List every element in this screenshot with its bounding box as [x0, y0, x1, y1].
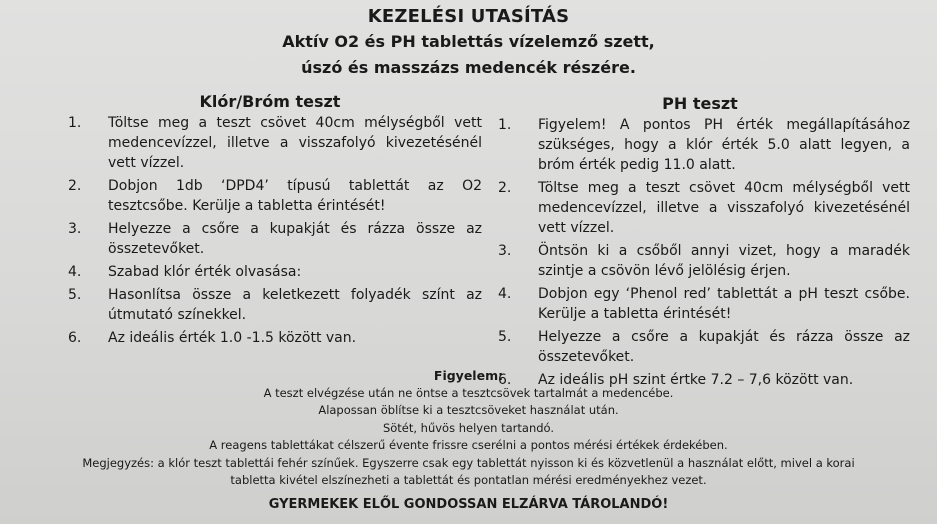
step-item	[492, 241, 910, 281]
step-number: 4.	[498, 286, 512, 302]
step-text: Az ideális pH szint értke 7.2 – 7,6 között van.	[538, 372, 854, 388]
step-number: 4.	[68, 264, 82, 280]
step-item	[62, 176, 482, 216]
step-number: 5.	[68, 287, 82, 303]
page-title: KEZELÉSI UTASÍTÁS	[367, 6, 570, 27]
step-text: Szabad klór érték olvasása:	[108, 264, 302, 280]
step-number: 1.	[498, 117, 512, 133]
note-line: Alapossan öblítse ki a tesztcsöveket használat után.	[318, 403, 619, 417]
note-line: A teszt elvégzése után ne öntse a tesztcsövek tartalmát a medencébe.	[263, 385, 674, 400]
note-line: A reagens tablettákat célszerű évente frissre cserélni a pontos mérési értékek érdekében.	[209, 438, 728, 452]
step-text: Helyezze a csőre a kupakját és rázza össze az összetevőket.	[108, 221, 482, 257]
chlorine-bromine-steps	[62, 113, 482, 351]
step-number: 5.	[498, 329, 512, 345]
step-item	[62, 113, 482, 173]
note-line: tabletta kivétel elszínezheti a tablettát és pontatlan mérési eredményekhez vezet.	[230, 473, 707, 487]
step-item	[492, 115, 910, 175]
step-item	[62, 328, 482, 348]
step-item	[492, 327, 910, 367]
note-line: Megjegyzés: a klór teszt tablettái fehér színűek. Egyszerre csak egy tablettát nyisson ki és közvetlenül a használat előtt, mivel a korai	[82, 455, 855, 470]
step-text: Az ideális érték 1.0 -1.5 között van.	[108, 330, 357, 346]
step-text: Öntsön ki a csőből annyi vizet, hogy a maradék szintje a csövön lévő jelölésig érjen.	[538, 243, 910, 279]
step-item	[62, 262, 482, 282]
step-number: 6.	[498, 372, 512, 388]
note-line: Sötét, hűvös helyen tartandó.	[382, 420, 555, 435]
step-item	[492, 284, 910, 324]
step-text: Töltse meg a teszt csövet 40cm mélységből vett medencevízzel, illetve a visszafolyó kivezetésénél vett vízzel.	[538, 180, 910, 236]
step-text: Dobjon 1db ‘DPD4’ típusú tablettát az O2 tesztcsőbe. Kerülje a tabletta érintését!	[108, 178, 482, 214]
subtitle-line-1: Aktív O2 és PH tablettás vízelemző szett,	[282, 32, 655, 51]
step-text: Töltse meg a teszt csövet 40cm mélységből vett medencevízzel, illetve a visszafolyó kivezetésénél vett vízzel.	[108, 115, 482, 171]
step-number: 3.	[68, 221, 82, 237]
step-number: 6.	[68, 330, 82, 346]
step-item	[62, 219, 482, 259]
child-safety-warning: GYERMEKEK ELŐL GONDOSSAN ELZÁRVA TÁROLANDÓ!	[268, 497, 669, 512]
step-text: Helyezze a csőre a kupakját és rázza össze az összetevőket.	[538, 329, 910, 365]
subtitle-line-2: úszó és masszázs medencék részére.	[301, 58, 636, 77]
ph-test-steps	[492, 115, 910, 393]
step-number: 2.	[498, 180, 512, 196]
step-number: 1.	[68, 115, 82, 131]
step-item	[492, 178, 910, 238]
note-heading: Figyelem:	[433, 368, 504, 383]
step-text: Figyelem! A pontos PH érték megállapításához szükséges, hogy a klór érték 5.0 alatt legyen, a bróm érték pedig 11.0 alatt.	[538, 117, 910, 173]
ph-test-heading: PH teszt	[662, 94, 738, 113]
warning-note	[0, 367, 937, 490]
step-text: Hasonlítsa össze a keletkezett folyadék színt az útmutató színekkel.	[108, 287, 482, 323]
step-item	[62, 285, 482, 325]
chlorine-bromine-test-heading: Klór/Bróm teszt	[199, 92, 341, 111]
step-number: 3.	[498, 243, 512, 259]
step-text: Dobjon egy ‘Phenol red’ tablettát a pH teszt csőbe. Kerülje a tabletta érintését!	[538, 286, 910, 322]
step-number: 2.	[68, 178, 82, 194]
